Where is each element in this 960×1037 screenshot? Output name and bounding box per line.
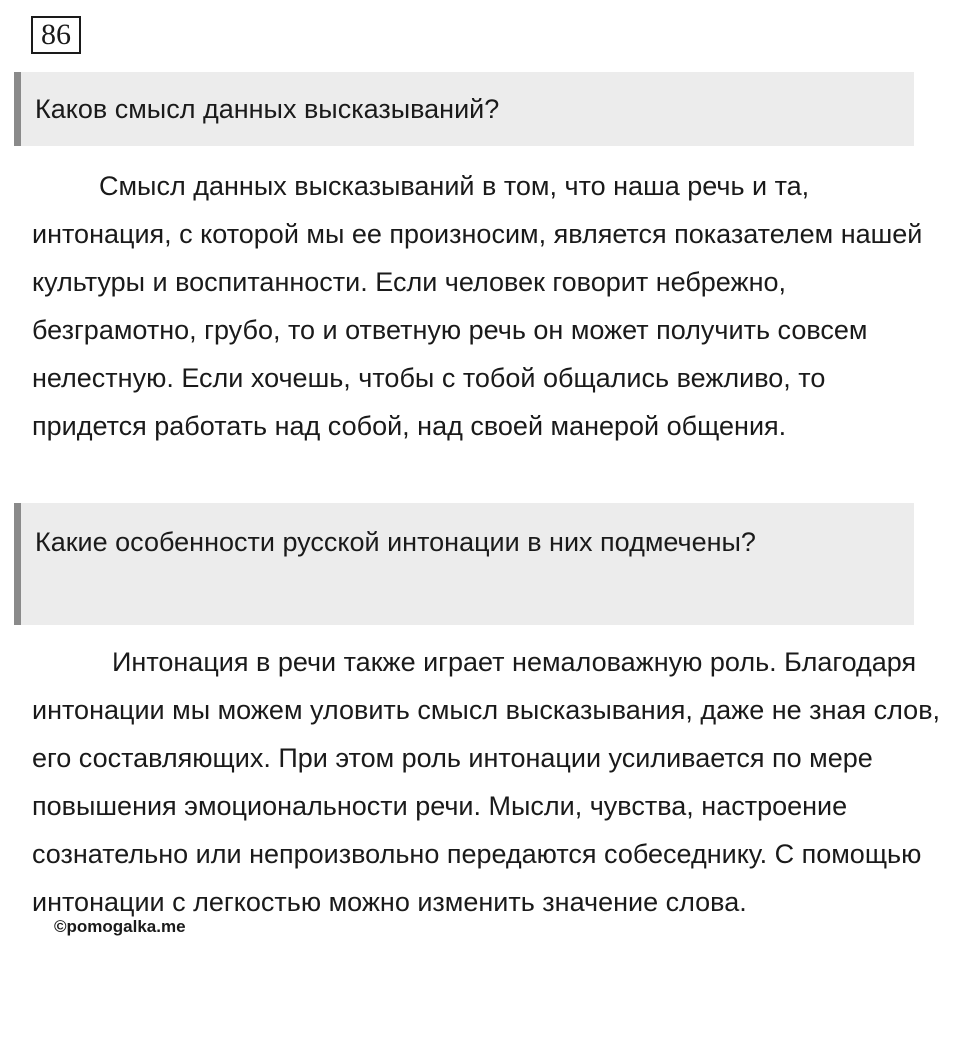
answer-1: Смысл данных высказываний в том, что наша речь и та, интонация, с которой мы ее произносим, является показателем нашей культуры и воспитанности. Если человек говорит небрежно, безграмотно, грубо, то и ответную речь он может получить совсем нелестную. Если хочешь, чтобы с тобой общались вежливо, то придется работать над собой, над своей манерой общения.: [32, 171, 923, 441]
question-1: Каков смысл данных высказываний?: [14, 72, 914, 146]
answer-2: Интонация в речи также играет немаловажную роль. Благодаря интонации мы можем уловить смысл высказывания, даже не зная слов, его составляющих. При этом роль интонации усиливается по мере повышения эмоциональности речи. Мысли, чувства, настроение сознательно или непроизвольно передаются собеседнику. С помощью интонации с легкостью можно изменить значение слова.: [32, 647, 941, 917]
question-2: Какие особенности русской интонации в них подмечены?: [14, 503, 914, 625]
watermark: ©pomogalka.me: [54, 917, 186, 936]
page-number: 86: [31, 16, 81, 54]
